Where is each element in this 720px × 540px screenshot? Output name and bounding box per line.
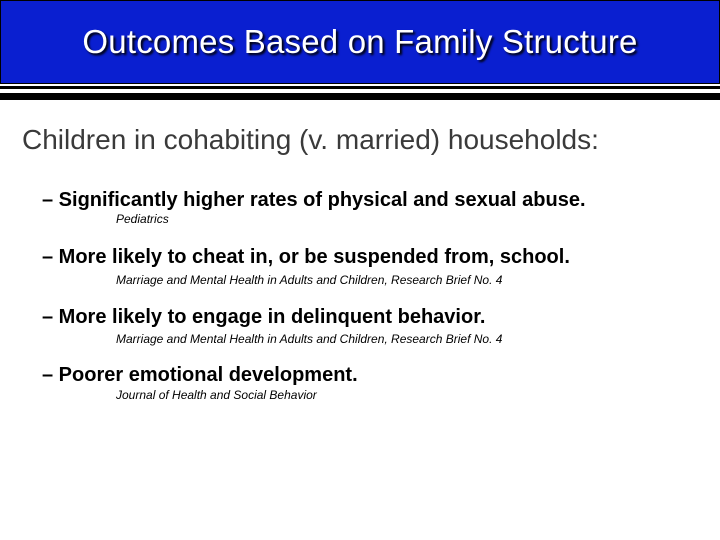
bullet-point: – More likely to cheat in, or be suspended from, school. [42, 246, 570, 268]
citation: Journal of Health and Social Behavior [116, 388, 317, 402]
slide-title: Outcomes Based on Family Structure [82, 23, 638, 60]
divider-thick [0, 93, 720, 100]
divider-thin [0, 86, 720, 89]
citation: Marriage and Mental Health in Adults and Children, Research Brief No. 4 [116, 332, 503, 346]
bullet-point: – Poorer emotional development. [42, 364, 358, 386]
title-bar [0, 0, 720, 84]
citation: Marriage and Mental Health in Adults and Children, Research Brief No. 4 [116, 273, 503, 287]
bullet-point: – More likely to engage in delinquent behavior. [42, 306, 486, 328]
citation: Pediatrics [116, 212, 169, 226]
slide-subtitle: Children in cohabiting (v. married) households: [22, 124, 599, 155]
bullet-point: – Significantly higher rates of physical and sexual abuse. [42, 189, 586, 211]
